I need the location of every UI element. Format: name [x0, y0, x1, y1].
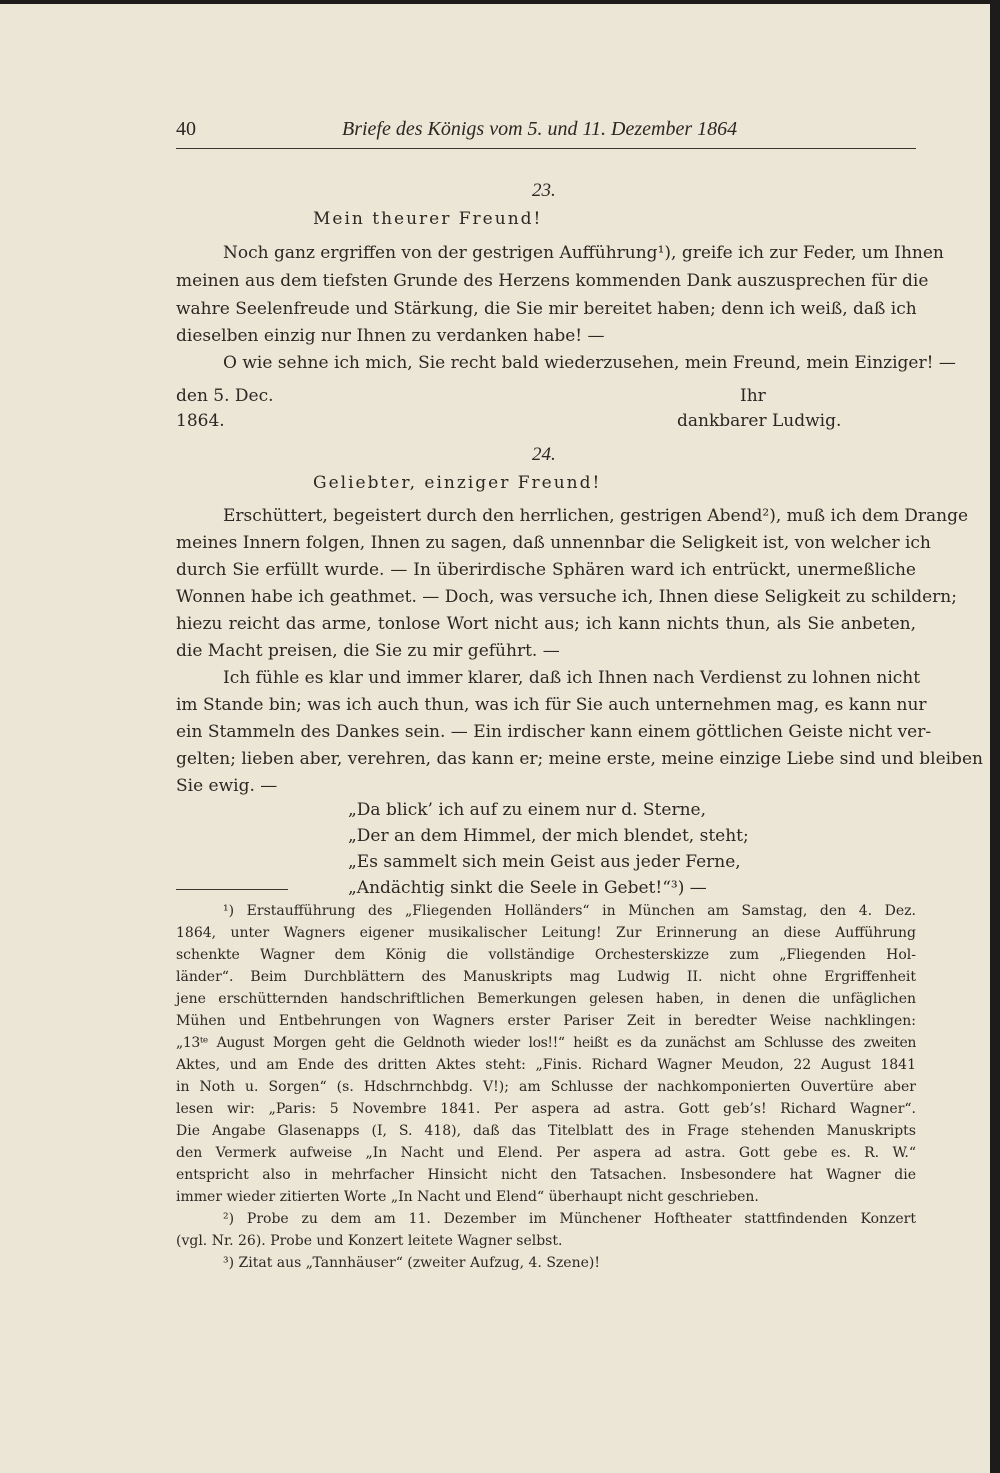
verse-line: „Der an dem Himmel, der mich blendet, steht; — [348, 826, 749, 846]
letter-23-line: wahre Seelenfreude und Stärkung, die Sie mir bereitet haben; denn ich weiß, daß ich — [176, 299, 917, 319]
letter-24-line: Ich fühle es klar und immer klarer, daß ich Ihnen nach Verdienst zu lohnen nicht — [223, 668, 921, 688]
letter-24-line: Wonnen habe ich geathmet. — Doch, was versuche ich, Ihnen diese Seligkeit zu schildern; — [176, 587, 957, 607]
letter-23-closing: Ihr — [740, 386, 766, 406]
footnote-rule — [176, 889, 288, 890]
footnote-1-line: immer wieder zitierten Worte „In Nacht und Elend“ überhaupt nicht geschrieben. — [176, 1189, 759, 1205]
letter-23-date: den 5. Dec. — [176, 386, 274, 406]
page-number: 40 — [176, 118, 196, 140]
letter-24-line: Erschüttert, begeistert durch den herrlichen, gestrigen Abend²), muß ich dem Drange — [223, 506, 969, 526]
letter-number-23: 23. — [532, 180, 556, 201]
scan-edge-right — [990, 0, 1000, 1473]
footnote-1-line: Aktes, und am Ende des dritten Aktes steht: „Finis. Richard Wagner Meudon, 22 August 1841 — [176, 1057, 916, 1073]
letter-24-salutation: Geliebter, einziger Freund! — [313, 473, 602, 493]
letter-24-line: Sie ewig. — — [176, 776, 278, 796]
footnote-1-line: lesen wir: „Paris: 5 Novembre 1841. Per aspera ad astra. Gott geb’s! Richard Wagner“. — [176, 1101, 916, 1117]
footnote-1-line: in Noth u. Sorgen“ (s. Hdschrnchbdg. V!); am Schlusse der nachkomponierten Ouvertüre aber — [176, 1079, 916, 1095]
footnote-2-line: ²) Probe zu dem am 11. Dezember im Münchener Hoftheater stattfindenden Konzert — [223, 1211, 916, 1227]
letter-23-line: O wie sehne ich mich, Sie recht bald wiederzusehen, mein Freund, mein Einziger! — — [223, 353, 956, 373]
letter-23-line: dieselben einzig nur Ihnen zu verdanken habe! — — [176, 326, 605, 346]
scan-edge-top — [0, 0, 1000, 4]
footnote-1-line: entspricht also in mehrfacher Hinsicht nicht den Tatsachen. Insbesondere hat Wagner die — [176, 1167, 916, 1183]
letter-24-line: gelten; lieben aber, verehren, das kann er; meine erste, meine einzige Liebe sind und bleiben — [176, 749, 983, 769]
footnote-1-line: Mühen und Entbehrungen von Wagners erster Pariser Zeit in beredter Weise nachklingen: — [176, 1013, 916, 1029]
running-header — [176, 118, 916, 149]
running-title: Briefe des Königs vom 5. und 11. Dezember 1864 — [342, 118, 738, 140]
footnote-2-line: (vgl. Nr. 26). Probe und Konzert leitete Wagner selbst. — [176, 1233, 563, 1249]
verse-line: „Es sammelt sich mein Geist aus jeder Ferne, — [348, 852, 741, 872]
letter-23-year: 1864. — [176, 411, 225, 431]
letter-24-line: im Stande bin; was ich auch thun, was ich für Sie auch unternehmen mag, es kann nur — [176, 695, 927, 715]
verse-line: „Andächtig sinkt die Seele in Gebet!“³) — — [348, 878, 707, 898]
letter-number-24: 24. — [532, 444, 556, 465]
footnote-1-line: Die Angabe Glasenapps (I, S. 418), daß das Titelblatt des in Frage stehenden Manuskripts — [176, 1123, 916, 1139]
letter-24-line: durch Sie erfüllt wurde. — In überirdische Sphären ward ich entrückt, unermeßliche — [176, 560, 916, 580]
footnote-1-line: schenkte Wagner dem König die vollständige Orchesterskizze zum „Fliegenden Hol- — [176, 947, 916, 963]
footnote-1-line: jene erschütternden handschriftlichen Bemerkungen gelesen haben, in denen die unfäglichen — [176, 991, 916, 1007]
letter-23-line: Noch ganz ergriffen von der gestrigen Aufführung¹), greife ich zur Feder, um Ihnen — [223, 243, 944, 263]
footnote-1-line: den Vermerk aufweise „In Nacht und Elend. Per aspera ad astra. Gott gebe es. R. W.“ — [176, 1145, 916, 1161]
letter-24-line: ein Stammeln des Dankes sein. — Ein irdischer kann einem göttlichen Geiste nicht ver- — [176, 722, 932, 742]
footnote-1-line: 1864, unter Wagners eigener musikalischer Leitung! Zur Erinnerung an diese Aufführung — [176, 925, 916, 941]
footnote-1-line: länder“. Beim Durchblättern des Manuskripts mag Ludwig II. nicht ohne Ergriffenheit — [176, 969, 916, 985]
letter-24-line: meines Innern folgen, Ihnen zu sagen, daß unnennbar die Seligkeit ist, von welcher ich — [176, 533, 931, 553]
letter-23-line: meinen aus dem tiefsten Grunde des Herzens kommenden Dank auszusprechen für die — [176, 271, 929, 291]
footnote-3-line: ³) Zitat aus „Tannhäuser“ (zweiter Aufzug, 4. Szene)! — [223, 1255, 600, 1271]
letter-24-line: die Macht preisen, die Sie zu mir geführt. — — [176, 641, 560, 661]
footnote-1-line: ¹) Erstaufführung des „Fliegenden Holländers“ in München am Samstag, den 4. Dez. — [223, 903, 916, 919]
letter-23-salutation: Mein theurer Freund! — [313, 209, 543, 229]
footnote-1-line: „13ᵗᵉ August Morgen geht die Geldnoth wieder los!!“ heißt es da zunächst am Schlusse des zweiten — [176, 1035, 916, 1051]
letter-24-line: hiezu reicht das arme, tonlose Wort nicht aus; ich kann nichts thun, als Sie anbeten, — [176, 614, 916, 634]
verse-line: „Da blick’ ich auf zu einem nur d. Sterne, — [348, 800, 706, 820]
letter-23-signature: dankbarer Ludwig. — [677, 411, 842, 431]
